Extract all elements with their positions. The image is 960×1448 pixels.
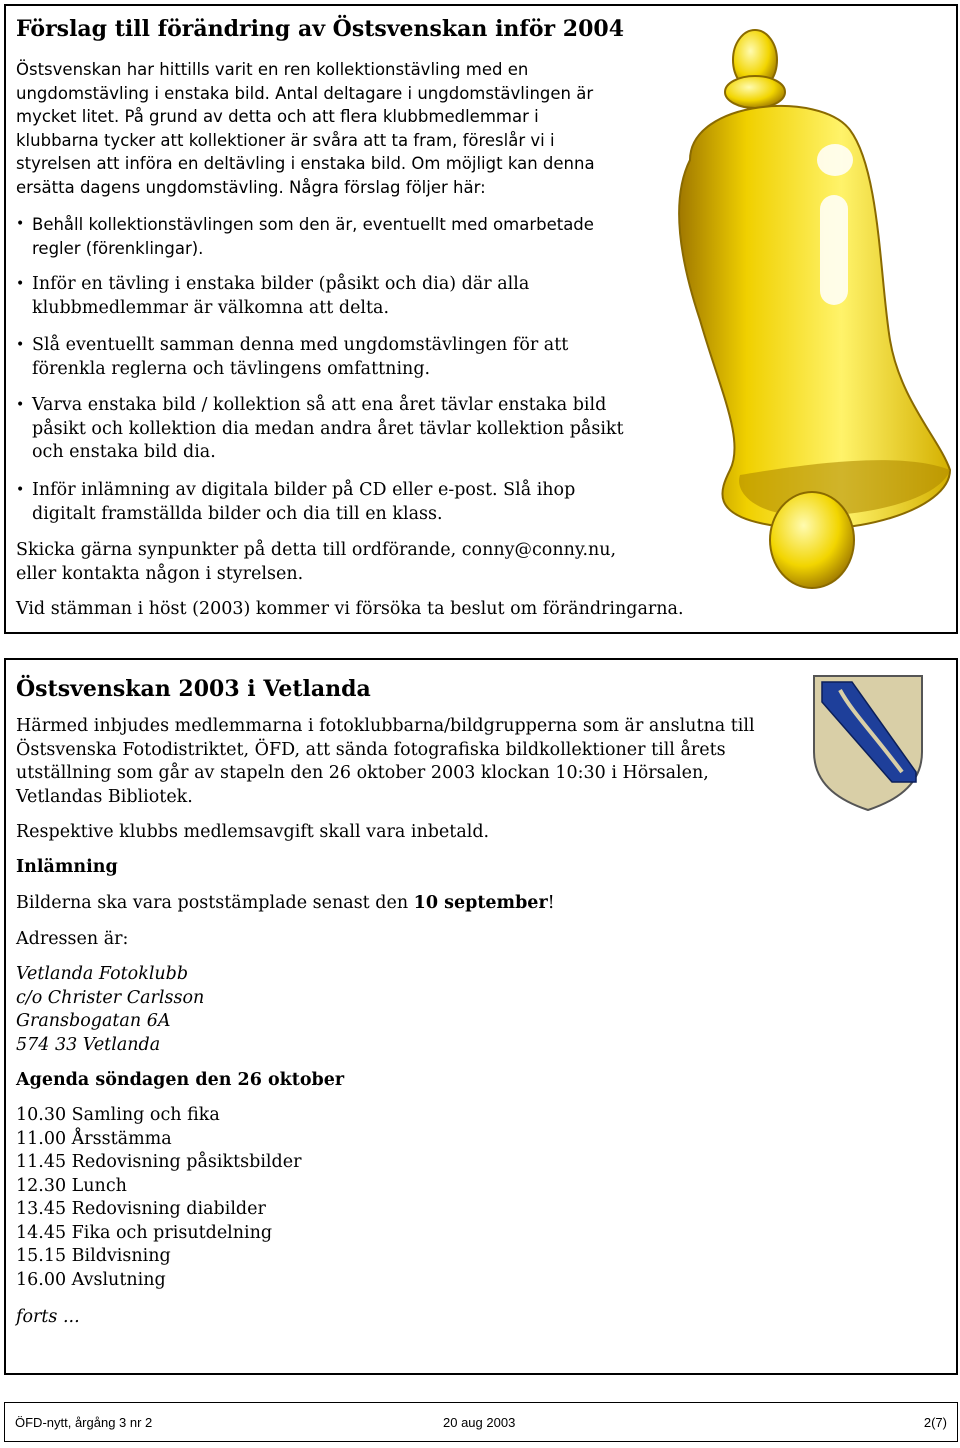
bullet-icon: • xyxy=(16,337,25,353)
agenda-item: 14.45 Fika och prisutdelning xyxy=(16,1222,273,1243)
intro-line: Östsvenska Fotodistriktet, ÖFD, att sända fotografiska bildkollektioner till årets xyxy=(16,739,726,760)
footer-date: 20 aug 2003 xyxy=(443,1415,516,1430)
event-title: Östsvenskan 2003 i Vetlanda xyxy=(16,676,371,702)
bullet-line: förenkla reglerna och tävlingens omfattning. xyxy=(32,358,431,379)
address-line: c/o Christer Carlsson xyxy=(16,987,205,1008)
agenda-list xyxy=(16,1104,301,1292)
intro-line: mycket litet. På grund av detta och att flera klubbmedlemmar i xyxy=(16,107,539,126)
bullet-line: påsikt och kollektion dia medan andra året tävlar kollektion påsikt xyxy=(32,418,624,439)
agenda-item: 16.00 Avslutning xyxy=(16,1269,166,1290)
intro-line: ersätta dagens ungdomstävling. Några förslag följer här: xyxy=(16,177,486,197)
intro-line: Härmed inbjudes medlemmarna i fotoklubbarna/bildgrupperna som är anslutna till xyxy=(16,716,755,736)
bullet-line: Varva enstaka bild / kollektion så att ena året tävlar enstaka bild xyxy=(32,395,607,415)
bullet-line: digitalt framställda bilder och dia till en klass. xyxy=(32,503,443,524)
agenda-item: 11.00 Årsstämma xyxy=(16,1128,172,1149)
submission-heading: Inlämning xyxy=(16,857,118,877)
agenda-item: 11.45 Redovisning påsiktsbilder xyxy=(16,1152,302,1172)
contact-line: eller kontakta någon i styrelsen. xyxy=(16,563,304,584)
bullet-line: och enstaka bild dia. xyxy=(32,442,216,462)
address-label: Adressen är: xyxy=(16,929,129,949)
agenda-item: 12.30 Lunch xyxy=(16,1175,127,1196)
bullet-icon: • xyxy=(16,276,25,292)
intro-line: Östsvenskan har hittills varit en ren kollektionstävling med en xyxy=(16,60,529,79)
footer-page-number: 2(7) xyxy=(923,1415,947,1430)
intro-line: klubbarna tycker att kollektioner är svåra att ta fram, föreslår vi i xyxy=(16,130,555,150)
intro-line: utställning som går av stapeln den 26 oktober 2003 klockan 10:30 i Hörsalen, xyxy=(16,763,709,783)
page-footer xyxy=(4,1402,958,1442)
continued-note: forts ... xyxy=(16,1307,80,1327)
fee-note: Respektive klubbs medlemsavgift skall vara inbetald. xyxy=(16,822,490,842)
intro-line: Vetlandas Bibliotek. xyxy=(16,786,193,807)
bullet-line: Slå eventuellt samman denna med ungdomstävlingen för att xyxy=(32,335,569,355)
agenda-heading: Agenda söndagen den 26 oktober xyxy=(16,1070,345,1090)
intro-line: ungdomstävling i enstaka bild. Antal deltagare i ungdomstävlingen är xyxy=(16,83,594,103)
intro-line: styrelsen att införa en deltävling i enstaka bild. Om möjligt kan denna xyxy=(16,154,595,173)
bullet-line: Inför inlämning av digitala bilder på CD eller e-post. Slå ihop xyxy=(32,480,576,500)
proposal-intro xyxy=(16,58,595,199)
coat-of-arms-logo xyxy=(812,672,924,812)
agenda-item: 10.30 Samling och fika xyxy=(16,1105,220,1125)
bullet-icon: • xyxy=(16,216,25,232)
bullet-line: klubbmedlemmar är välkomna att delta. xyxy=(32,297,390,318)
deadline-suffix: ! xyxy=(547,893,555,913)
footer-publication: ÖFD-nytt, årgång 3 nr 2 xyxy=(15,1415,153,1430)
bullet-line: Behåll kollektionstävlingen som den är, eventuellt med omarbetade xyxy=(32,215,594,234)
contact-paragraph xyxy=(16,539,616,586)
address-line: 574 33 Vetlanda xyxy=(16,1034,161,1055)
proposal-title: Förslag till förändring av Östsvenskan inför 2004 xyxy=(16,16,625,42)
bullet-line: Inför en tävling i enstaka bilder (påsikt och dia) där alla xyxy=(32,274,530,294)
deadline-date: 10 september xyxy=(413,893,548,913)
address-line: Gransbogatan 6A xyxy=(16,1011,171,1031)
bullet-icon: • xyxy=(16,397,25,413)
agenda-item: 13.45 Redovisning diabilder xyxy=(16,1199,266,1219)
contact-line: Skicka gärna synpunkter på detta till ordförande, conny@conny.nu, xyxy=(16,540,617,560)
event-intro xyxy=(16,715,755,809)
bullet-icon: • xyxy=(16,482,25,498)
deadline-prefix: Bilderna ska vara poststämplade senast den xyxy=(16,893,414,913)
deadline-text xyxy=(16,892,555,916)
address-block xyxy=(16,963,204,1057)
closing-paragraph: Vid stämman i höst (2003) kommer vi försöka ta beslut om förändringarna. xyxy=(16,599,684,619)
bullet-line: regler (förenklingar). xyxy=(32,238,204,258)
agenda-item: 15.15 Bildvisning xyxy=(16,1246,171,1266)
bell-illustration xyxy=(650,20,956,600)
address-line: Vetlanda Fotoklubb xyxy=(16,964,189,984)
